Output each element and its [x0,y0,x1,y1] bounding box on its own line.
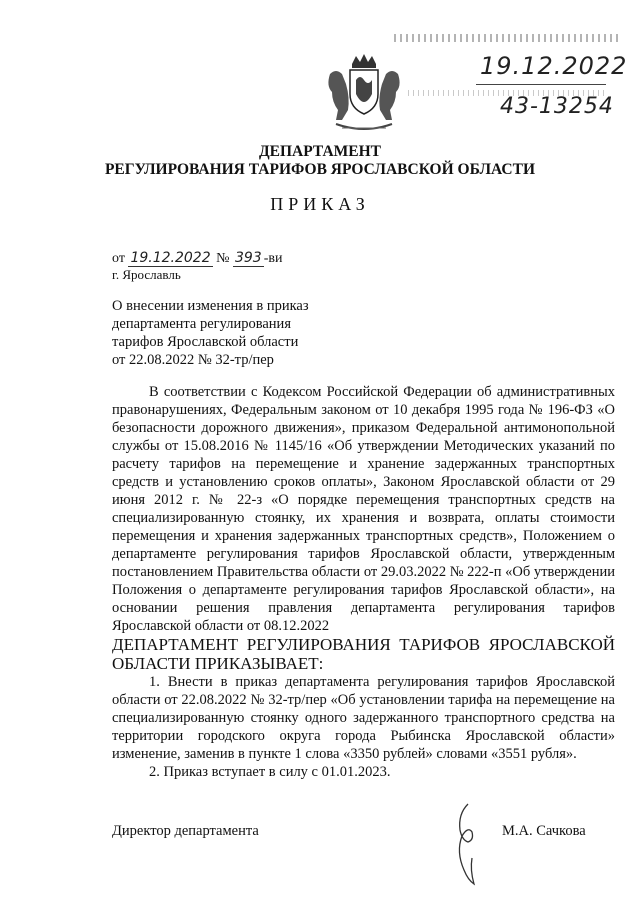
subject-line: тарифов Ярославской области [112,334,299,350]
stamp-number: 43-13254 [500,94,614,119]
stamp-date: 19.12.2022 [480,52,628,80]
order-point-1: 1. Внести в приказ департамента регулирования тарифов Ярославской области от 22.08.2022 № 32-тр/пер «Об установлении тарифа на перемещение на специализированную стоянку одного задержанного транспортного средства на территории городского округа города Рыбинска Ярославской области» изменение, заменив в пункте 1 слова «3350 рублей» словами «3551 рубля». [112,674,615,762]
department-header [0,143,640,179]
order-date-number-line [112,250,282,267]
document-type-title: ПРИКАЗ [270,194,370,214]
signatory-title: Директор департамента [112,823,259,839]
number-sign: № [216,251,230,266]
stamp-divider [476,84,606,85]
handwritten-signature [444,800,488,890]
department-title-line2: РЕГУЛИРОВАНИЯ ТАРИФОВ ЯРОСЛАВСКОЙ ОБЛАСТИ [104,161,536,178]
order-subject [112,297,309,369]
orders-statement: ДЕПАРТАМЕНТ РЕГУЛИРОВАНИЯ ТАРИФОВ ЯРОСЛАВСКОЙ ОБЛАСТИ ПРИКАЗЫВАЕТ: [112,635,615,673]
order-number-suffix: -ви [263,251,283,266]
order-date: 19.12.2022 [130,250,211,266]
city: г. Ярославль [112,267,181,282]
coat-of-arms-emblem [322,54,406,134]
order-body [112,383,615,781]
preamble-paragraph: В соответствии с Кодексом Российской Федерации об административных правонарушениях, Федеральным законом от 10 декабря 1995 года № 196-ФЗ «О безопасности дорожного движения», приказом Федеральной антимонопольной службы от 15.08.2016 № 1145/16 «Об утверждении Методических указаний по расчету тарифов на перемещение и хранение задержанных транспортных средств и установлению сроков оплаты», Законом Ярославской области от 29 июня 2012 г. № 22-з «О порядке перемещения транспортных средств на специализированную стоянку, их хранения и возврата, оплаты стоимости перемещения и хранения задержанных транспортных средств», Положением о департаменте регулирования тарифов Ярославской области, утвержденным постановлением Правительства области от 29.03.2022 № 222-п «Об утверждении Положения о департаменте регулирования тарифов Ярославской области», на основании решения правления департамента регулирования тарифов Ярославской области от 08.12.2022 [112,384,616,634]
stamp-dotted-line [394,34,619,42]
order-point-2: 2. Приказ вступает в силу с 01.01.2023. [149,764,391,780]
order-number: 393 [234,250,262,266]
subject-line: департамента регулирования [112,316,291,332]
subject-line: О внесении изменения в приказ [112,298,309,314]
department-title-line1: ДЕПАРТАМЕНТ [258,143,382,160]
date-prefix: от [112,251,125,266]
signatory-name: М.А. Сачкова [502,823,586,839]
registration-stamp [388,28,628,123]
subject-line: от 22.08.2022 № 32-тр/пер [112,352,274,368]
